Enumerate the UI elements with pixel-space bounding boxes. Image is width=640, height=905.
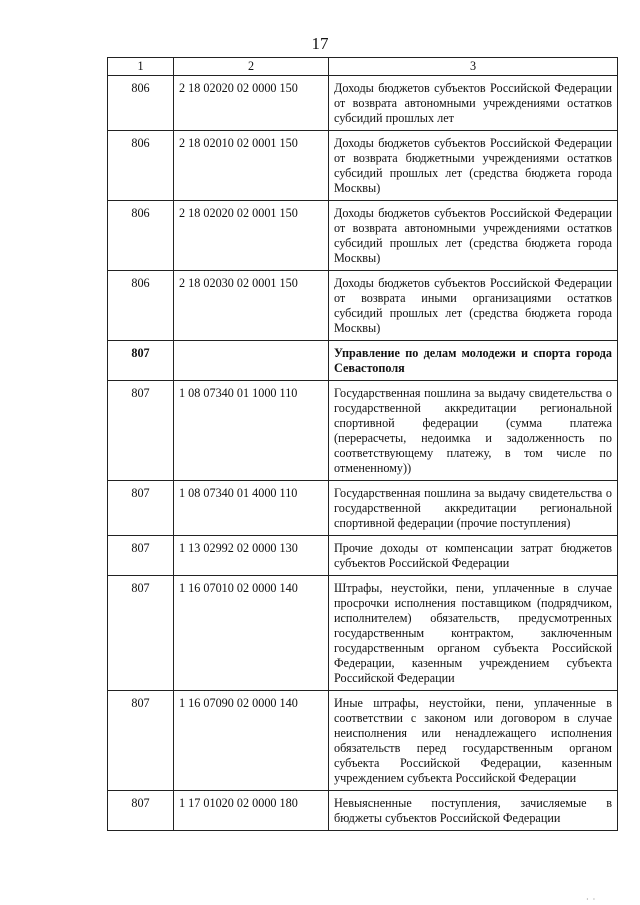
- budget-classification-code-cell: [174, 341, 329, 381]
- revenue-codes-table: [107, 57, 618, 831]
- table-row: [108, 341, 618, 381]
- admin-code-cell: 807: [108, 691, 174, 791]
- admin-code-cell: 806: [108, 271, 174, 341]
- table-row: [108, 131, 618, 201]
- table-row: [108, 201, 618, 271]
- budget-classification-code-cell: 1 13 02992 02 0000 130: [174, 536, 329, 576]
- admin-code-cell: 807: [108, 341, 174, 381]
- column-header-2: 2: [174, 58, 329, 76]
- table-row: [108, 481, 618, 536]
- page-number: 17: [311, 34, 329, 53]
- income-description-cell: Доходы бюджетов субъектов Российской Федерации от возврата автономными учреждениями остатков субсидий прошлых лет (средства бюджета города Москвы): [329, 201, 618, 271]
- table-row: [108, 536, 618, 576]
- budget-classification-code-cell: 1 08 07340 01 1000 110: [174, 381, 329, 481]
- income-description-cell: Иные штрафы, неустойки, пени, уплаченные в соответствии с законом или договором в случае неисполнения или ненадлежащего исполнения обязательств перед государственным органом субъекта Российской Федерации, казенным учреждением субъекта Российской Федерации: [329, 691, 618, 791]
- income-description-cell: Доходы бюджетов субъектов Российской Федерации от возврата бюджетными учреждениями остатков субсидий прошлых лет (средства бюджета города Москвы): [329, 131, 618, 201]
- column-header-3: 3: [329, 58, 618, 76]
- table-row: [108, 381, 618, 481]
- admin-code-cell: 806: [108, 201, 174, 271]
- column-header-1: 1: [108, 58, 174, 76]
- income-description-cell: Прочие доходы от компенсации затрат бюджетов субъектов Российской Федерации: [329, 536, 618, 576]
- income-description-cell: Доходы бюджетов субъектов Российской Федерации от возврата автономными учреждениями остатков субсидий прошлых лет: [329, 76, 618, 131]
- admin-code-cell: 806: [108, 76, 174, 131]
- admin-code-cell: 807: [108, 481, 174, 536]
- budget-classification-code-cell: 1 16 07090 02 0000 140: [174, 691, 329, 791]
- admin-code-cell: 807: [108, 576, 174, 691]
- income-description-cell: Государственная пошлина за выдачу свидетельства о государственной аккредитации региональной спортивной федерации (сумма платежа (перерасчеты, недоимка и задолженность по соответствующему платежу, в том числе по отмененному)): [329, 381, 618, 481]
- admin-code-cell: 806: [108, 131, 174, 201]
- table-row: [108, 576, 618, 691]
- table-row: [108, 691, 618, 791]
- budget-classification-code-cell: 1 08 07340 01 4000 110: [174, 481, 329, 536]
- admin-code-cell: 807: [108, 536, 174, 576]
- table-row: [108, 791, 618, 831]
- budget-classification-code-cell: 1 16 07010 02 0000 140: [174, 576, 329, 691]
- income-description-cell: Доходы бюджетов субъектов Российской Федерации от возврата иными организациями остатков субсидий прошлых лет (средства бюджета города Москвы): [329, 271, 618, 341]
- admin-code-cell: 807: [108, 381, 174, 481]
- table-row: [108, 76, 618, 131]
- budget-classification-code-cell: 2 18 02020 02 0000 150: [174, 76, 329, 131]
- table-header-row: [108, 58, 618, 76]
- table-body: [108, 76, 618, 831]
- admin-code-cell: 807: [108, 791, 174, 831]
- budget-classification-code-cell: 2 18 02010 02 0001 150: [174, 131, 329, 201]
- table-row: [108, 271, 618, 341]
- income-description-cell: Управление по делам молодежи и спорта города Севастополя: [329, 341, 618, 381]
- budget-classification-code-cell: 2 18 02020 02 0001 150: [174, 201, 329, 271]
- income-description-cell: Штрафы, неустойки, пени, уплаченные в случае просрочки исполнения поставщиком (подрядчиком, исполнителем) обязательств, предусмотренных государственным контрактом, заключенным государственным органом субъекта Российской Федерации, казенным учреждением субъекта Российской Федерации: [329, 576, 618, 691]
- budget-classification-code-cell: 1 17 01020 02 0000 180: [174, 791, 329, 831]
- scan-artifact-mark: · ·: [586, 895, 597, 904]
- income-description-cell: Государственная пошлина за выдачу свидетельства о государственной аккредитации региональной спортивной федерации (прочие поступления): [329, 481, 618, 536]
- budget-classification-code-cell: 2 18 02030 02 0001 150: [174, 271, 329, 341]
- income-description-cell: Невыясненные поступления, зачисляемые в бюджеты субъектов Российской Федерации: [329, 791, 618, 831]
